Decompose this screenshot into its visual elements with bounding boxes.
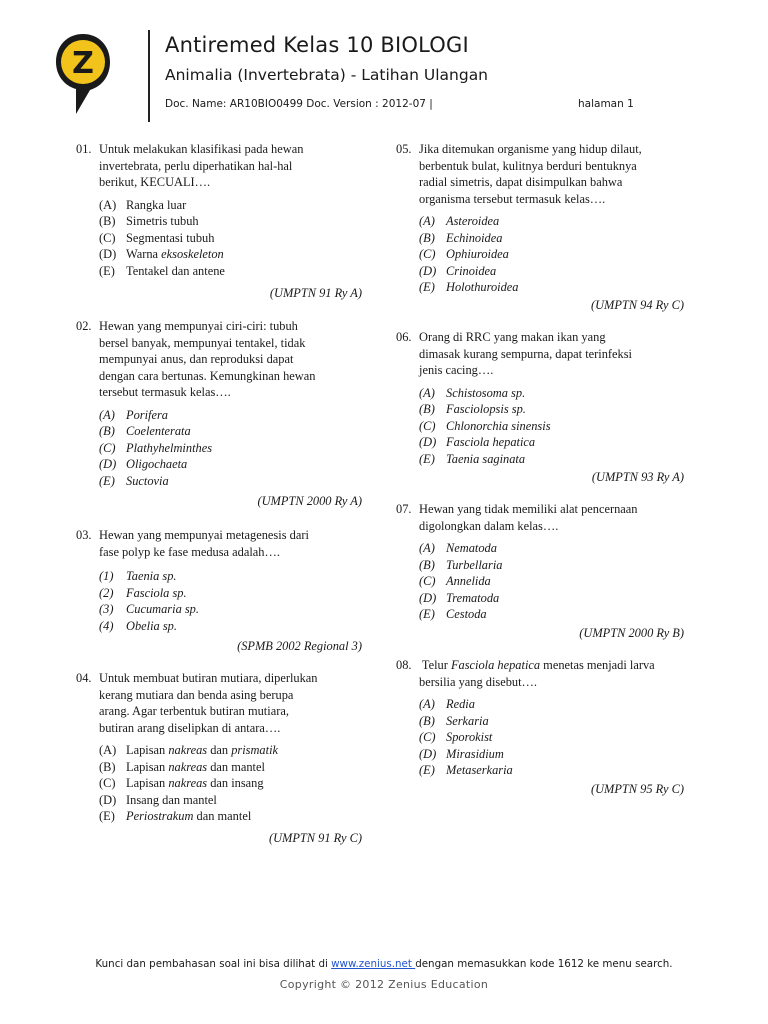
option: (D) Oligochaeta — [99, 457, 188, 471]
option: (A) Lapisan nakreas dan prismatik — [99, 743, 279, 757]
option: (E) Suctovia — [99, 473, 169, 488]
question-text: Jika ditemukan organisme yang hidup dilaut, berbentuk bulat, kulitnya berduri bentuknya radial simetris, dapat disimpulkan bahwa organisma tersebut termasuk kelas…. — [419, 142, 642, 206]
option: (E) Cestoda — [419, 607, 487, 621]
question-source: (UMPTN 91 Ry A) — [269, 286, 362, 300]
page-number: halaman 1 — [578, 98, 634, 110]
question-source: (UMPTN 93 Ry A) — [591, 470, 684, 484]
question-source: (UMPTN 95 Ry C) — [590, 782, 684, 796]
question-04 — [76, 670, 362, 848]
question-source: (UMPTN 91 Ry C) — [268, 831, 362, 845]
option: (D) Crinoidea — [419, 263, 497, 278]
question-03 — [76, 527, 362, 657]
option: (C) Plathyhelminthes — [99, 440, 213, 455]
question-number: 03. — [76, 528, 92, 542]
option: (B) Fasciolopsis sp. — [419, 402, 526, 416]
question-text: Hewan yang tidak memiliki alat pencernaan digolongkan dalam kelas…. — [419, 502, 638, 533]
option: (E) Taenia saginata — [419, 451, 526, 466]
option: (C) Chlonorchia sinensis — [419, 418, 551, 433]
question-06 — [396, 329, 684, 487]
option: (E) Metaserkaria — [419, 763, 513, 777]
logo-letter: Z — [72, 46, 94, 81]
option: (A) Porifera — [99, 407, 168, 422]
option: (A) Rangka luar — [99, 197, 187, 212]
option: (E) Periostrakum dan mantel — [99, 809, 252, 823]
option: (C) Ophiuroidea — [419, 247, 509, 261]
page-subtitle: Animalia (Invertebrata) - Latihan Ulangan — [165, 66, 489, 84]
page-title: Antiremed Kelas 10 BIOLOGI — [165, 33, 469, 57]
option: (C) Sporokist — [419, 730, 493, 744]
option: (A) Redia — [419, 697, 475, 711]
option: (B) Turbellaria — [419, 557, 503, 572]
question-number: 05. — [396, 142, 412, 156]
question-text: Orang di RRC yang makan ikan yang dimasak kurang sempurna, dapat terinfeksi jenis cacing…. — [419, 330, 632, 377]
option: (1) Taenia sp. — [99, 569, 177, 583]
zenius-link[interactable]: www.zenius.net — [331, 958, 416, 970]
question-text: Hewan yang mempunyai ciri-ciri: tubuh bersel banyak, mempunyai tentakel, tidak mempunyai anus, dan reproduksi dapat dengan cara bertunas. Kemungkinan hewan tersebut termasuk kelas…. — [99, 319, 316, 399]
option: (D) Mirasidium — [419, 746, 504, 761]
option: (A) Schistosoma sp. — [419, 385, 526, 400]
question-text: Untuk membuat butiran mutiara, diperlukan kerang mutiara dan benda asing berupa arang. Agar terbentuk butiran mutiara, butiran arang diselipkan di antara…. — [99, 671, 318, 735]
question-number: 07. — [396, 502, 412, 516]
doc-info: Doc. Name: AR10BIO0499 Doc. Version : 2012-07 | — [165, 98, 433, 110]
question-text: Untuk melakukan klasifikasi pada hewan invertebrata, perlu diperhatikan hal-hal berikut, KECUALI…. — [99, 142, 304, 189]
header-divider — [148, 30, 150, 122]
option: (E) Holothuroidea — [419, 280, 519, 294]
option: (E) Tentakel dan antene — [99, 263, 225, 278]
question-02 — [76, 318, 362, 514]
question-07 — [396, 501, 684, 644]
option: (A) Nematoda — [419, 541, 497, 555]
question-source: (UMPTN 94 Ry C) — [590, 298, 684, 312]
question-number: 02. — [76, 319, 92, 333]
question-text: Telur Fasciola hepatica menetas menjadi larva bersilia yang disebut…. — [419, 658, 655, 689]
option: (2) Fasciola sp. — [99, 585, 187, 600]
question-number: 06. — [396, 330, 412, 344]
question-number: 01. — [76, 142, 92, 156]
question-text: Hewan yang mempunyai metagenesis dari fase polyp ke fase medusa adalah…. — [99, 528, 309, 559]
question-source: (UMPTN 2000 Ry A) — [257, 494, 362, 508]
question-05 — [396, 141, 684, 313]
option: (3) Cucumaria sp. — [99, 602, 199, 616]
footer-note: Kunci dan pembahasan soal ini bisa dilihat di www.zenius.net dengan memasukkan kode 1612 ke menu search. — [95, 958, 673, 970]
question-number: 08. — [396, 658, 412, 672]
question-source: (UMPTN 2000 Ry B) — [579, 626, 684, 640]
option: (A) Asteroidea — [419, 214, 500, 228]
copyright: Copyright © 2012 Zenius Education — [279, 978, 489, 991]
option: (B) Lapisan nakreas dan mantel — [99, 759, 265, 774]
option: (B) Echinoidea — [419, 230, 503, 245]
zenius-logo — [54, 32, 112, 116]
option: (4) Obelia sp. — [99, 618, 177, 633]
option: (B) Serkaria — [419, 713, 489, 728]
question-source: (SPMB 2002 Regional 3) — [237, 639, 362, 653]
option: (B) Coelenterata — [99, 424, 191, 438]
option: (B) Simetris tubuh — [99, 214, 199, 228]
question-number: 04. — [76, 671, 92, 685]
option: (D) Fasciola hepatica — [419, 435, 536, 449]
option: (D) Warna eksoskeleton — [99, 247, 224, 261]
question-08 — [396, 657, 684, 799]
option: (C) Annelida — [419, 574, 491, 588]
option: (C) Lapisan nakreas dan insang — [99, 776, 264, 790]
option: (D) Insang dan mantel — [99, 792, 217, 807]
question-01 — [76, 141, 362, 305]
option: (C) Segmentasi tubuh — [99, 230, 215, 245]
option: (D) Trematoda — [419, 590, 500, 605]
